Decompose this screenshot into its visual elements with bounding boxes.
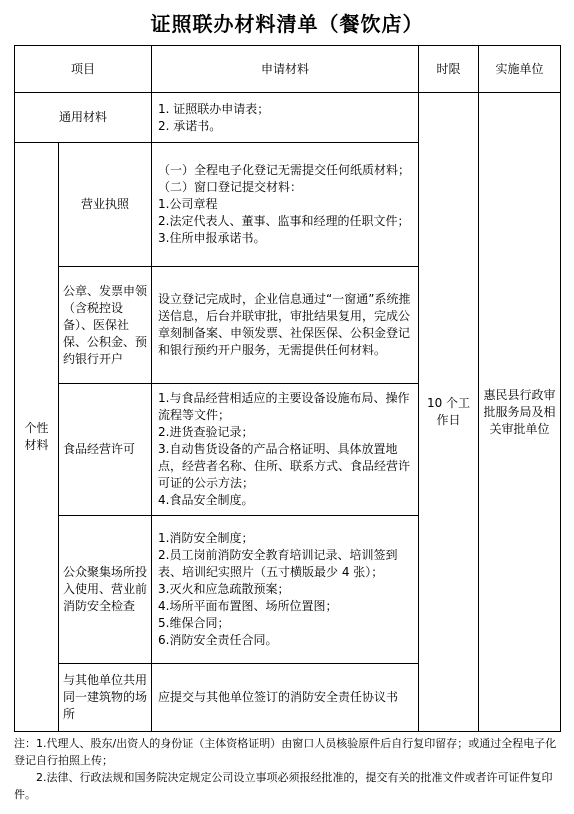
row-materials: [152, 267, 419, 384]
material-line: 2.员工岗前消防安全教育培训记录、培训签到表、培训纪实照片（五寸横版最少 4 张）；: [158, 548, 398, 579]
row-materials: [152, 516, 419, 664]
header-agency: 实施单位: [479, 46, 561, 93]
note-line: 2.法律、行政法规和国务院决定规定公司设立事项必须报经批准的，提交有关的批准文件或者许可证件复印件。: [14, 771, 553, 801]
material-line: 2.法定代表人、董事、监事和经理的任职文件；: [158, 214, 410, 228]
material-line: 3.灭火和应急疏散预案；: [158, 582, 290, 596]
material-line: （一）全程电子化登记无需提交任何纸质材料；: [158, 163, 411, 177]
row-label: 与其他单位共用同一建筑物的场所: [59, 664, 152, 732]
row-materials: [152, 143, 419, 267]
material-line: 4.场所平面布置图、场所位置图；: [158, 599, 338, 613]
general-label: 通用材料: [15, 93, 152, 143]
individual-label: 个性材料: [15, 143, 59, 732]
agency-cell: 惠民县行政审批服务局及相关审批单位: [479, 93, 561, 732]
header-row: [15, 46, 561, 93]
row-label: 营业执照: [59, 143, 152, 267]
header-item: 项目: [15, 46, 152, 93]
material-line: （二）窗口登记提交材料：: [158, 180, 303, 194]
general-row: [15, 93, 561, 143]
material-line: 1.消防安全制度；: [158, 531, 254, 545]
note-line: 注：1.代理人、股东/出资人的身份证（主体资格证明）由窗口人员核验原件后自行复印留存；或通过全程电子化登记自行拍照上传；: [14, 737, 557, 767]
material-line: 4.食品安全制度。: [158, 493, 254, 507]
row-materials: [152, 384, 419, 516]
material-line: 1.公司章程: [158, 197, 218, 211]
row-materials: [152, 664, 419, 732]
material-line: 5.维保合同；: [158, 616, 230, 630]
material-line: 6.消防安全责任合同。: [158, 633, 278, 647]
general-materials: [152, 93, 419, 143]
material-line: 1.与食品经营相适应的主要设备设施布局、操作流程等文件；: [158, 391, 410, 422]
materials-table: [14, 45, 561, 732]
footnote: [14, 735, 562, 803]
header-materials: 申请材料: [152, 46, 419, 93]
material-line: 2.进货查验记录；: [158, 425, 254, 439]
material-line: 3.自动售货设备的产品合格证明、具体放置地点，经营者名称、住所、联系方式、食品经营许可证的公示方法；: [158, 442, 411, 490]
row-label: 食品经营许可: [59, 384, 152, 516]
row-label: 公众聚集场所投入使用、营业前消防安全检查: [59, 516, 152, 664]
material-line: 3.住所申报承诺书。: [158, 231, 266, 245]
page-title: 证照联办材料清单（餐饮店）: [150, 12, 424, 36]
material-line: 设立登记完成时，企业信息通过“一窗通”系统推送信息，后台并联审批，审批结果复用，完成公章刻制备案、申领发票、社保医保、公积金登记和银行预约开户服务，无需提供任何材料。: [158, 292, 411, 357]
material-line: 1. 证照联办申请表；: [158, 101, 270, 116]
material-line: 2. 承诺书。: [158, 118, 222, 133]
row-label: 公章、发票申领（含税控设备）、医保社保、公积金、预约银行开户: [59, 267, 152, 384]
header-time-limit: 时限: [419, 46, 479, 93]
material-line: 应提交与其他单位签订的消防安全责任协议书: [158, 690, 399, 704]
time-limit-cell: 10 个工作日: [419, 93, 479, 732]
